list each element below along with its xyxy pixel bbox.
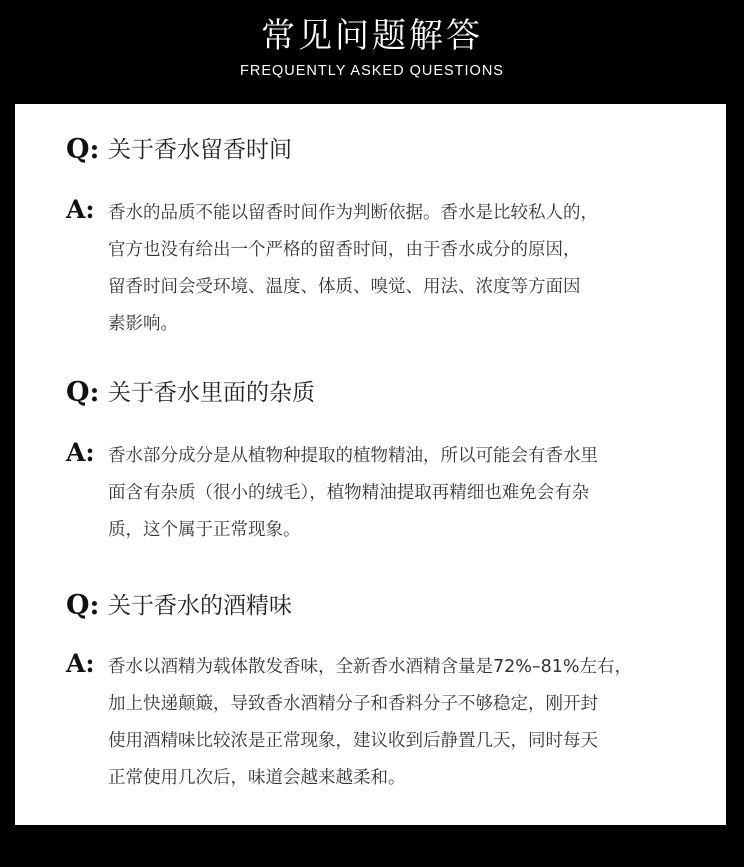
answer-line: 正常使用几次后，味道会越来越柔和。 <box>108 768 406 788</box>
page-header <box>0 0 744 104</box>
page-subtitle: FREQUENTLY ASKED QUESTIONS <box>240 63 504 79</box>
answer-row <box>66 649 632 797</box>
question-text: 关于香水的酒精味 <box>108 593 292 619</box>
faq-panel <box>15 104 726 825</box>
page-title: 常见问题解答 <box>261 16 483 56</box>
answer-text <box>108 438 598 549</box>
answer-mark: A: <box>66 649 95 678</box>
question-text: 关于香水里面的杂质 <box>108 380 315 406</box>
answer-text <box>108 649 632 797</box>
answer-mark: A: <box>66 438 95 467</box>
answer-row <box>66 195 598 343</box>
answer-line: 留香时间会受环境、温度、体质、嗅觉、用法、浓度等方面因 <box>108 277 581 297</box>
question-row <box>66 376 598 410</box>
question-text: 关于香水留香时间 <box>108 137 292 163</box>
answer-line: 香水的品质不能以留香时间作为判断依据。香水是比较私人的， <box>108 203 598 223</box>
question-row <box>66 589 632 623</box>
faq-item <box>66 133 598 343</box>
question-row <box>66 133 598 167</box>
answer-line: 加上快递颠簸，导致香水酒精分子和香料分子不够稳定，刚开封 <box>108 694 598 714</box>
answer-row <box>66 438 598 549</box>
answer-line: 质，这个属于正常现象。 <box>108 520 301 540</box>
faq-item <box>66 589 632 797</box>
answer-text <box>108 195 598 343</box>
question-mark: Q: <box>66 134 100 165</box>
question-mark: Q: <box>66 590 100 621</box>
question-mark: Q: <box>66 377 100 408</box>
answer-line: 使用酒精味比较浓是正常现象，建议收到后静置几天，同时每天 <box>108 731 598 751</box>
answer-line: 香水以酒精为载体散发香味，全新香水酒精含量是72%–81%左右， <box>108 657 633 677</box>
answer-line: 官方也没有给出一个严格的留香时间，由于香水成分的原因， <box>108 240 581 260</box>
answer-mark: A: <box>66 195 95 224</box>
answer-line: 素影响。 <box>108 314 178 334</box>
answer-line: 面含有杂质（很小的绒毛），植物精油提取再精细也难免会有杂 <box>108 483 590 503</box>
answer-line: 香水部分成分是从植物种提取的植物精油，所以可能会有香水里 <box>108 446 598 466</box>
faq-item <box>66 376 598 549</box>
